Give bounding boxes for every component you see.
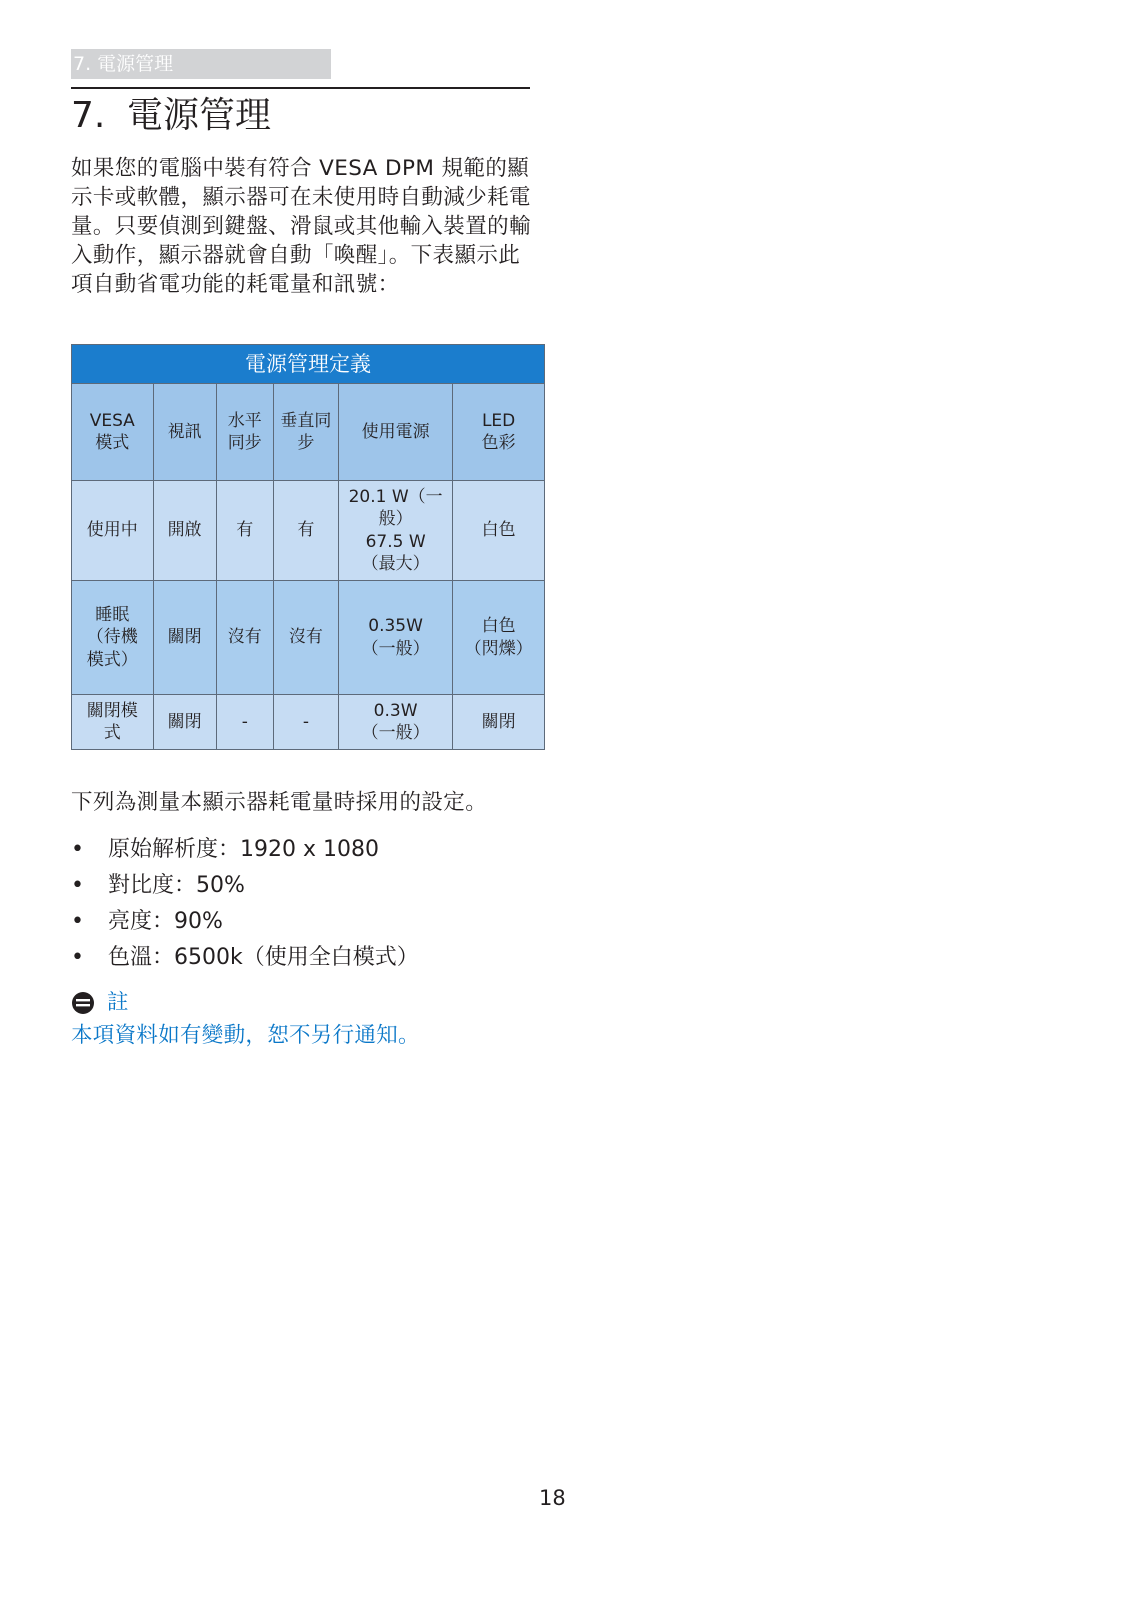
bullet: •: [71, 945, 84, 970]
table-caption: 電源管理定義: [72, 345, 545, 384]
table-cell: 沒有: [216, 581, 273, 695]
table-row: [72, 481, 545, 581]
bullet: •: [71, 873, 84, 898]
header-cell: 水平 同步: [216, 384, 273, 481]
list-item: [71, 908, 419, 944]
header-cell: 垂直同 步: [273, 384, 338, 481]
note-icon: [71, 991, 95, 1015]
table-cell: 關閉模 式: [72, 695, 154, 750]
note-heading: [71, 990, 420, 1016]
settings-intro: 下列為測量本顯示器耗電量時採用的設定。: [71, 790, 488, 815]
note-label: 註: [107, 990, 129, 1015]
list-item-text: 亮度：90%: [108, 909, 223, 934]
table-cell: 0.3W （一般）: [339, 695, 453, 750]
table-cell: 20.1 W（一 般） 67.5 W （最大）: [339, 481, 453, 581]
header-rule: [71, 87, 530, 89]
table-row: [72, 695, 545, 750]
table-cell: -: [273, 695, 338, 750]
list-item: [71, 944, 419, 980]
table-cell: 白色 （閃爍）: [453, 581, 545, 695]
table-cell: 沒有: [273, 581, 338, 695]
table-cell: 開啟: [153, 481, 216, 581]
table-cell: 0.35W （一般）: [339, 581, 453, 695]
table-cell: 使用中: [72, 481, 154, 581]
table-cell: 睡眠 （待機 模式）: [72, 581, 154, 695]
section-title: [71, 94, 271, 138]
header-cell: LED 色彩: [453, 384, 545, 481]
note-block: [71, 990, 420, 1050]
section-number: 7.: [71, 95, 106, 136]
table-cell: 關閉: [453, 695, 545, 750]
table-row: [72, 581, 545, 695]
table-cell: 關閉: [153, 695, 216, 750]
list-item-text: 對比度：50%: [108, 873, 245, 898]
running-header: 7. 電源管理: [71, 49, 331, 79]
power-management-table: [71, 344, 545, 750]
table-cell: 有: [216, 481, 273, 581]
header-cell: VESA 模式: [72, 384, 154, 481]
table-cell: 關閉: [153, 581, 216, 695]
bullet: •: [71, 837, 84, 862]
note-text: 本項資料如有變動，恕不另行通知。: [71, 1023, 420, 1048]
list-item-text: 原始解析度：1920 x 1080: [108, 837, 379, 862]
section-title-text: 電源管理: [127, 95, 272, 136]
header-cell: 視訊: [153, 384, 216, 481]
list-item: [71, 872, 419, 908]
table-cell: 有: [273, 481, 338, 581]
list-item: [71, 836, 419, 872]
intro-paragraph: 如果您的電腦中裝有符合 VESA DPM 規範的顯示卡或軟體，顯示器可在未使用時自動減少耗電量。只要偵測到鍵盤、滑鼠或其他輸入裝置的輸入動作，顯示器就會自動「喚醒」。下表顯示此項自動省電功能的耗電量和訊號：: [71, 156, 531, 297]
table-cell: 白色: [453, 481, 545, 581]
header-cell: 使用電源: [339, 384, 453, 481]
table-cell: -: [216, 695, 273, 750]
bullet: •: [71, 909, 84, 934]
list-item-text: 色溫：6500k（使用全白模式）: [108, 945, 419, 970]
table-header-row: [72, 384, 545, 481]
settings-list: [71, 836, 419, 980]
page-number: 18: [539, 1486, 566, 1510]
